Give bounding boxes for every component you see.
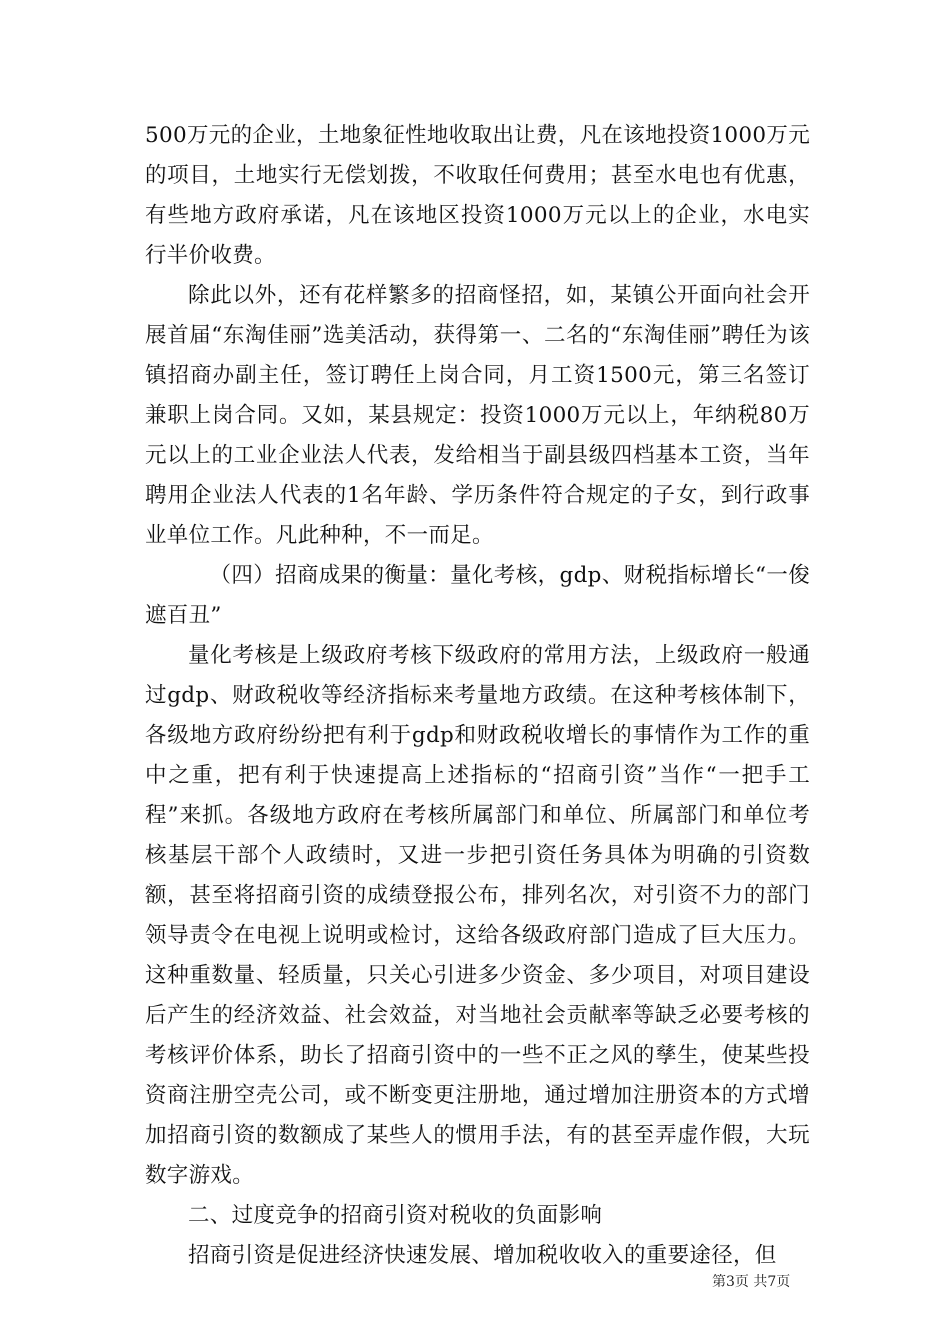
paragraph-quantitative-assessment: 量化考核是上级政府考核下级政府的常用方法，上级政府一般通过gdp、财政税收等经济指标来考量地方政绩。在这种考核体制下，各级地方政府纷纷把有利于gdp和财政税收增长的事情作为工作的重中之重，把有利于快速提高上述指标的“招商引资”当作“一把手工程”来抓。各级地方政府在考核所属部门和单位、所属部门和单位考核基层干部个人政绩时，又进一步把引资任务具体为明确的引资数额，甚至将招商引资的成绩登报公布，排列名次，对引资不力的部门领导责令在电视上说明或检讨，这给各级政府部门造成了巨大压力。这种重数量、轻质量，只关心引进多少资金、多少项目，对项目建设后产生的经济效益、社会效益，对当地社会贡献率等缺乏必要考核的考核评价体系，助长了招商引资中的一些不正之风的孳生，使某些投资商注册空壳公司，或不断变更注册地，通过增加注册资本的方式增加招商引资的数额成了某些人的惯用手法，有的甚至弄虚作假，大玩数字游戏。: [145, 643, 810, 1188]
paragraph-land-water-incentives: 500万元的企业，土地象征性地收取出让费，凡在该地投资1000万元的项目，土地实行无偿划拨，不收取任何费用；甚至水电也有优惠，有些地方政府承诺，凡在该地区投资1000万元以上的企业，水电实行半价收费。: [145, 123, 810, 268]
document-body: [145, 116, 810, 1276]
section-heading-4: （四）招商成果的衡量：量化考核，gdp、财税指标增长“一俊遮百丑”: [145, 563, 810, 628]
page-number-footer: 第3页 共7页: [712, 1274, 791, 1290]
paragraph-tax-impact-intro: 招商引资是促进经济快速发展、增加税收收入的重要途径，但: [188, 1243, 777, 1268]
paragraph-strange-incentives: 除此以外，还有花样繁多的招商怪招，如，某镇公开面向社会开展首届“东淘佳丽”选美活动，获得第一、二名的“东淘佳丽”聘任为该镇招商办副主任，签订聘任上岗合同，月工资1500元，第三名签订兼职上岗合同。又如，某县规定：投资1000万元以上，年纳税80万元以上的工业企业法人代表，发给相当于副县级四档基本工资，当年聘用企业法人代表的1名年龄、学历条件符合规定的子女，到行政事业单位工作。凡此种种，不一而足。: [145, 283, 810, 548]
section-heading-2: 二、过度竞争的招商引资对税收的负面影响: [188, 1203, 603, 1228]
